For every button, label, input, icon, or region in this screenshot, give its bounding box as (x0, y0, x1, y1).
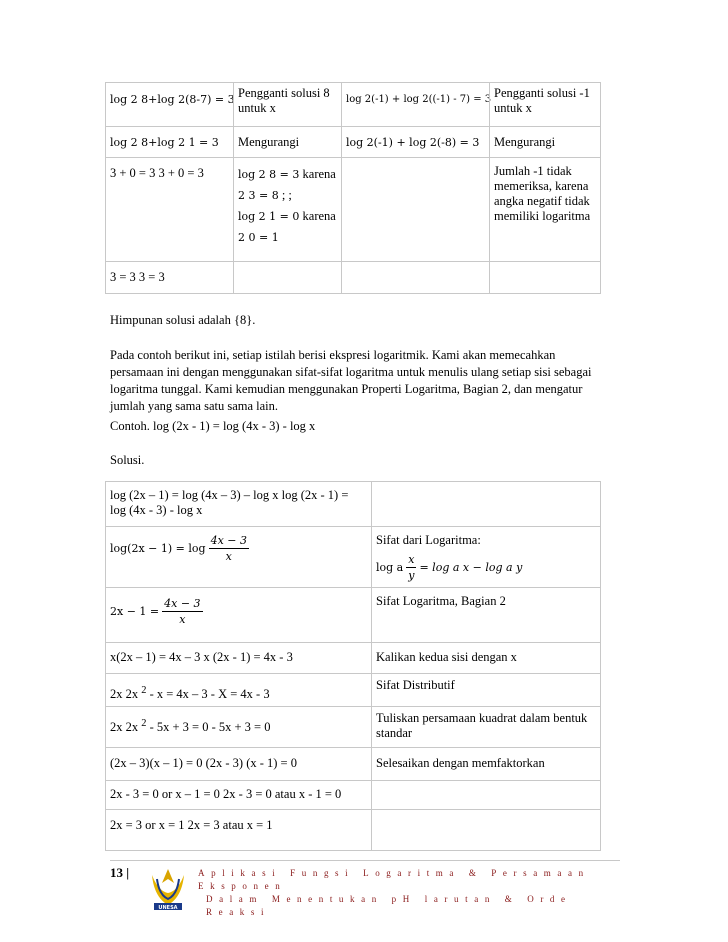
table-cell: log 2(-1) + log 2(-8) = 3 (341, 127, 489, 157)
table-row (106, 587, 600, 642)
fraction (406, 552, 416, 583)
math-expression (376, 552, 596, 583)
exponent: 2 (141, 685, 147, 696)
math-expression: 2 3 = 8 (238, 189, 279, 202)
math-expression: 2 0 = 1 (238, 231, 279, 244)
table-cell: log (2x – 1) = log (4x – 3) – log x log (2x - 1) = log (4x - 3) - log x (110, 488, 349, 517)
rule-label: Sifat dari Logaritma: (376, 533, 481, 547)
table-cell (106, 527, 371, 587)
math-text: = log a x − log a y (419, 561, 523, 574)
table-cell: 2x - 3 = 0 or x – 1 = 0 2x - 3 = 0 atau x - 1 = 0 (110, 787, 342, 801)
solution-heading: Solusi. (110, 453, 145, 467)
table-row (106, 747, 600, 780)
table-cell (233, 158, 341, 261)
table-cell: 3 = 3 3 = 3 (110, 270, 165, 284)
text: karena (302, 167, 336, 181)
text: ; ; (281, 188, 292, 202)
page-number: 13 | (110, 865, 130, 880)
table-row (106, 642, 600, 673)
math-expression: log 2 8 = 3 (238, 168, 300, 181)
table-cell (371, 781, 600, 809)
table-cell (489, 262, 600, 293)
explanation-paragraph: Pada contoh berikut ini, setiap istilah berisi ekspresi logaritmik. Kami akan memecahkan persamaan ini dengan menggunakan sifat-sifat logaritma untuk menulis ulang setiap sisi sebagai logaritma tunggal. Kami kemudian menggunakan Properti Logaritma, Bagian 2, dan mengatur jumlah yang sama satu sama lain. (110, 348, 592, 413)
table-cell: 2x = 3 or x = 1 2x = 3 atau x = 1 (110, 818, 273, 832)
math-expression (110, 596, 367, 627)
table-cell: Kalikan kedua sisi dengan x (371, 643, 600, 673)
math-text: 2x 2x (110, 720, 139, 735)
unesa-logo-icon (144, 865, 192, 917)
footer-title (198, 867, 620, 919)
table-cell: Jumlah -1 tidak memeriksa, karena angka negatif tidak memiliki logaritma (489, 158, 600, 261)
table-cell (371, 527, 600, 587)
fraction (209, 533, 249, 564)
table-row (106, 126, 600, 157)
table-cell: log 2 8+log 2 1 = 3 (110, 136, 219, 149)
table-cell: x(2x – 1) = 4x – 3 x (2x - 1) = 4x - 3 (110, 650, 293, 664)
table-cell: Pengganti solusi -1 untuk x (489, 83, 600, 126)
table-cell: Mengurangi (489, 127, 600, 157)
math-text: log(2x − 1) = log (110, 542, 206, 555)
table-cell: 3 + 0 = 3 3 + 0 = 3 (110, 166, 204, 180)
page-footer (110, 860, 620, 917)
table-cell: Mengurangi (233, 127, 341, 157)
solution-check-table (105, 82, 601, 294)
math-text: - 5x + 3 = 0 - 5x + 3 = 0 (149, 720, 271, 735)
example-text: Contoh. log (2x - 1) = log (4x - 3) - log x (110, 419, 316, 433)
table-cell: log 2(-1) + log 2((-1) - 7) = 3 (341, 83, 489, 126)
math-text: log a (376, 561, 404, 574)
table-cell (106, 707, 371, 747)
footer-line-1: Aplikasi Fungsi Logaritma & Persamaan Eksponen (198, 868, 590, 891)
denominator: y (408, 569, 415, 582)
table-row (106, 482, 600, 526)
text: karena (302, 209, 336, 223)
solution-set-text: Himpunan solusi adalah {8}. (110, 313, 256, 327)
table-cell: log 2 8+log 2(8-7) = 3 (110, 93, 235, 106)
table-cell (341, 262, 489, 293)
fraction (162, 596, 202, 627)
table-cell (106, 674, 371, 706)
numerator: x (408, 553, 415, 566)
table-row (106, 706, 600, 747)
solution-steps-table (105, 481, 601, 851)
exponent: 2 (141, 718, 147, 729)
table-row (106, 673, 600, 706)
table-cell: Sifat Distributif (371, 674, 600, 706)
math-text: 2x 2x (110, 687, 139, 702)
math-expression (110, 533, 367, 564)
math-text: - x = 4x – 3 - X = 4x - 3 (149, 687, 270, 702)
numerator: 4x − 3 (164, 597, 201, 610)
svg-text:UNESA: UNESA (158, 905, 178, 911)
table-cell: Sifat Logaritma, Bagian 2 (371, 588, 600, 642)
table-cell: Pengganti solusi 8 untuk x (233, 83, 341, 126)
table-cell (371, 482, 600, 526)
table-row (106, 261, 600, 293)
table-cell: (2x – 3)(x – 1) = 0 (2x - 3) (x - 1) = 0 (110, 756, 297, 770)
table-cell: Tuliskan persamaan kuadrat dalam bentuk standar (371, 707, 600, 747)
table-cell (233, 262, 341, 293)
table-row (106, 83, 600, 126)
table-row (106, 526, 600, 587)
table-cell (106, 588, 371, 642)
footer-line-2: Dalam Menentukan pH larutan & Orde Reaksi (206, 894, 572, 917)
table-cell: Selesaikan dengan memfaktorkan (371, 748, 600, 780)
table-row (106, 157, 600, 261)
denominator: x (225, 550, 232, 563)
denominator: x (179, 613, 186, 626)
table-cell (341, 158, 489, 261)
numerator: 4x − 3 (210, 534, 247, 547)
table-cell (371, 810, 600, 850)
math-text: 2x − 1 = (110, 605, 160, 618)
math-expression: log 2 1 = 0 (238, 210, 300, 223)
table-row (106, 780, 600, 809)
table-row (106, 809, 600, 850)
